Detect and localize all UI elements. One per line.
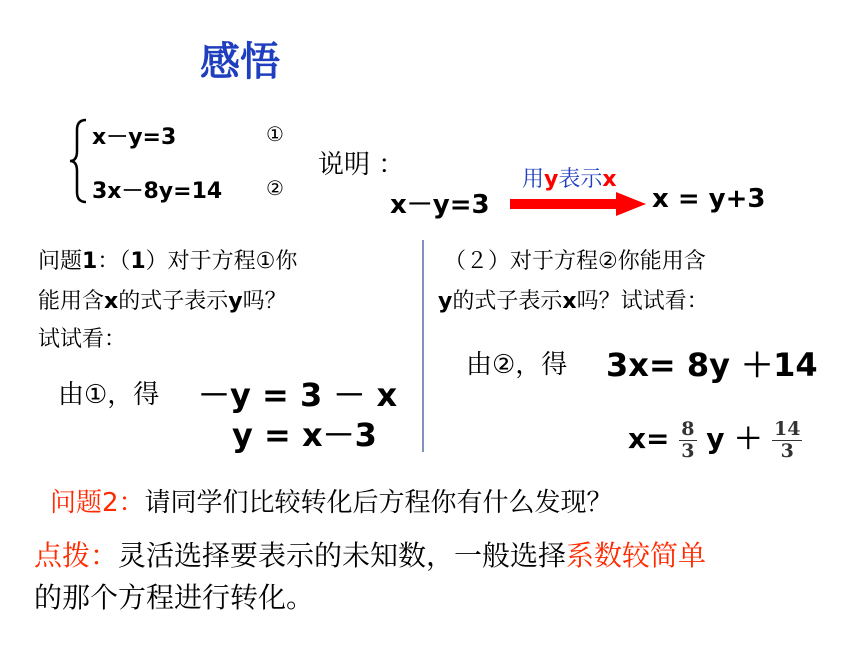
q1b-l2-d: 吗？试试看： xyxy=(576,289,709,314)
q1-l2-d: y xyxy=(228,289,243,314)
q1b-step2-lhs: x= xyxy=(628,422,670,455)
right-arrow-icon xyxy=(508,192,648,216)
equation-1: x－y=3 xyxy=(92,125,177,150)
equation-1-mark: ① xyxy=(266,122,284,146)
q1-l1-d: 1 xyxy=(130,249,146,274)
q1-l2-e: 吗？ xyxy=(242,289,287,314)
q1-l2-b: x xyxy=(104,289,119,314)
arrow-label-y: y xyxy=(544,167,559,192)
q1b-step2 xyxy=(628,414,802,464)
q1-l2-a: 能用含 xyxy=(38,289,105,314)
equation-2-mark: ② xyxy=(266,176,284,200)
q1-step2-expr: y = x－3 xyxy=(232,416,377,454)
explain-left: x－y=3 xyxy=(390,190,490,220)
q1b-step2-mid: y ＋ xyxy=(706,422,763,455)
system-brace-icon xyxy=(68,118,90,204)
explain-right: x = y+3 xyxy=(652,184,766,214)
q1b-l2-c: x xyxy=(562,289,577,314)
frac1-den: 3 xyxy=(681,439,695,462)
arrow-label-prefix: 用 xyxy=(522,167,545,192)
arrow-label xyxy=(522,162,617,193)
q1b-l2-a: y xyxy=(438,289,453,314)
q1b-step1-expr: 3x= 8y ＋14 xyxy=(606,346,818,384)
q1-line2 xyxy=(38,284,287,315)
hint-label: 点拨： xyxy=(34,539,119,572)
hint-line2: 的那个方程进行转化。 xyxy=(34,581,315,614)
q1b-step1-prefix: 由②，得 xyxy=(466,350,568,380)
q1-l1-e: ）对于方程 xyxy=(145,249,256,274)
q1-l2-c: 的式子表示 xyxy=(118,289,229,314)
q1-step1-expr: －y = 3 － x xyxy=(198,376,398,414)
q1-l1-g: 你 xyxy=(275,249,298,274)
q2-label: 问题2： xyxy=(50,488,145,518)
frac2-num: 14 xyxy=(774,417,801,440)
frac2-den: 3 xyxy=(780,439,794,462)
q2-line xyxy=(50,482,613,519)
q2-text: 请同学们比较转化后方程你有什么发现？ xyxy=(144,488,613,518)
q1-l1-b: 1 xyxy=(82,249,98,274)
equation-2: 3x－8y=14 xyxy=(92,179,223,204)
q1-l1-f: ① xyxy=(255,249,276,274)
column-divider xyxy=(422,240,424,452)
q1-line3: 试试看： xyxy=(38,327,127,352)
fraction-14-3 xyxy=(772,419,802,462)
q1-l1-a: 问题 xyxy=(38,249,83,274)
slide-title: 感悟 xyxy=(200,39,280,85)
q1-l1-c: ：（ xyxy=(97,249,131,274)
q1b-line1: （２）对于方程②你能用含 xyxy=(444,249,706,274)
hint-highlight: 系数较简单 xyxy=(566,539,707,572)
hint-line1 xyxy=(34,534,706,574)
q1-step1-prefix: 由①，得 xyxy=(58,380,160,410)
q1b-line2 xyxy=(438,284,709,315)
explain-label: 说明 ： xyxy=(318,150,405,180)
q1-line1 xyxy=(38,244,297,275)
hint-text-a: 灵活选择要表示的未知数，一般选择 xyxy=(118,539,567,572)
frac1-num: 8 xyxy=(681,417,695,440)
arrow-label-mid: 表示 xyxy=(558,167,603,192)
fraction-8-3 xyxy=(679,419,696,462)
arrow-label-x: x xyxy=(602,167,617,192)
q1b-l2-b: 的式子表示 xyxy=(452,289,563,314)
